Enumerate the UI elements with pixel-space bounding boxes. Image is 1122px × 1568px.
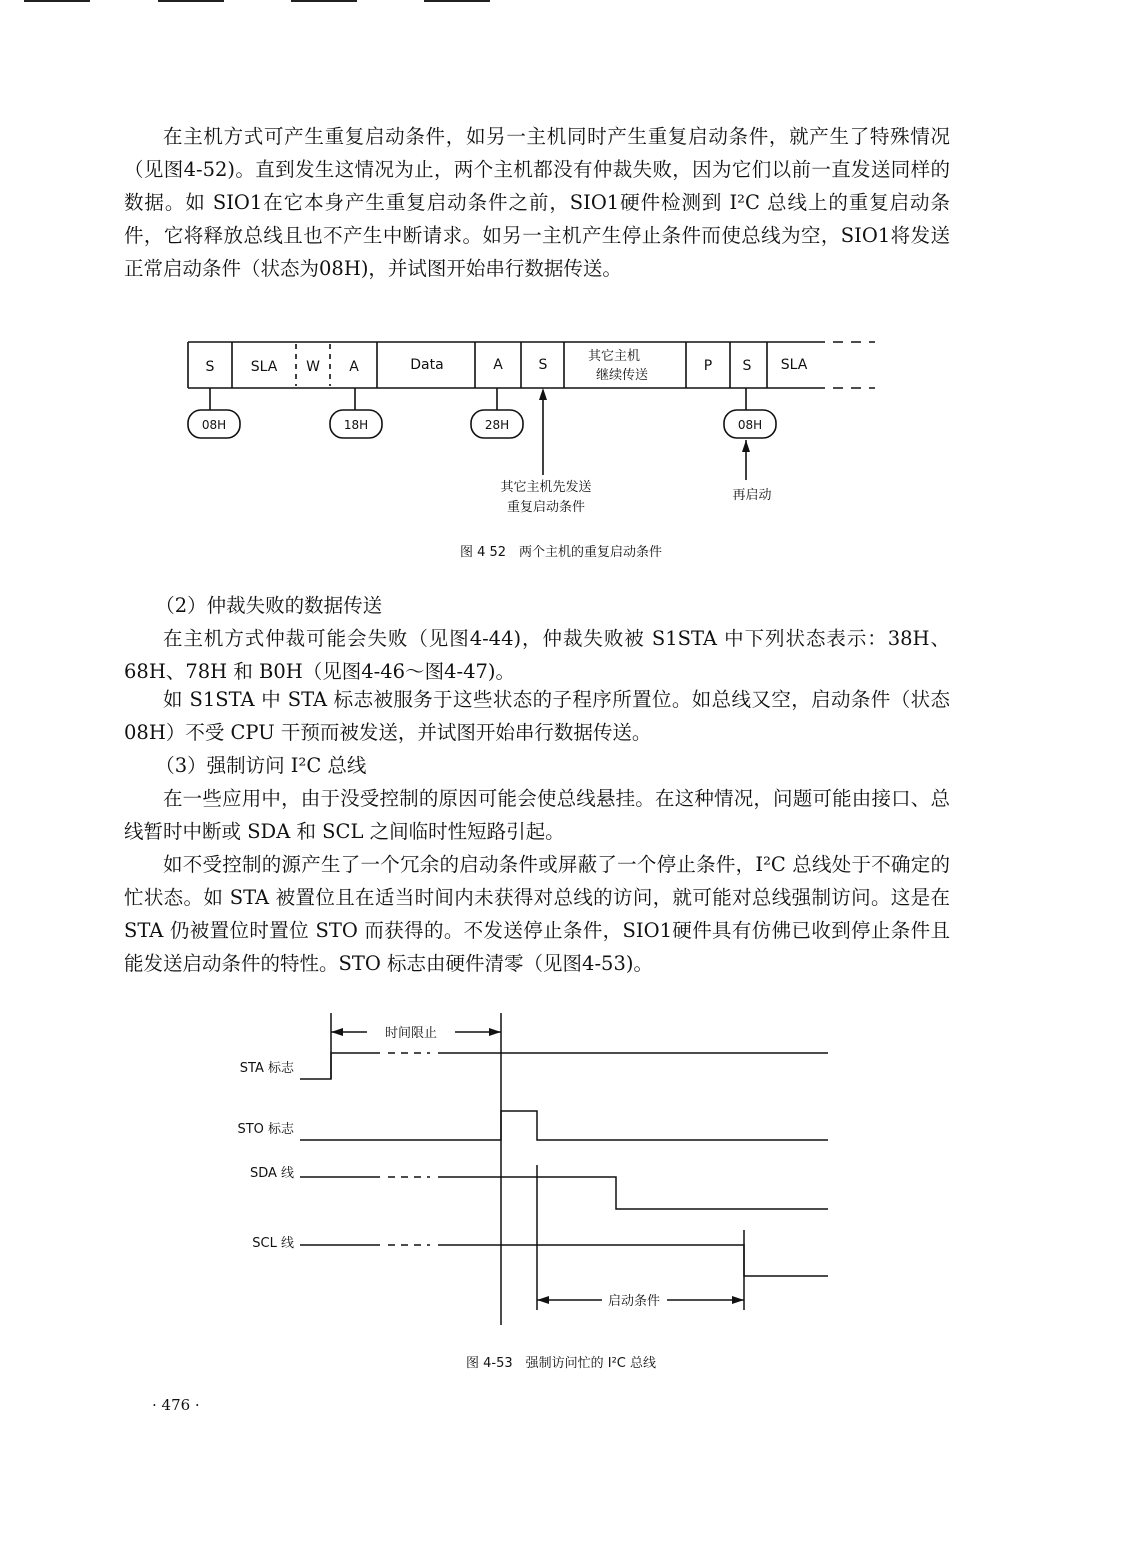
figure-repeated-start-diagram xyxy=(0,330,1122,540)
cell-s-3: S xyxy=(742,358,752,374)
state-18h: 18H xyxy=(343,418,369,432)
state-28h: 28H xyxy=(484,418,510,432)
label-sto-flag: STO 标志 xyxy=(237,1122,294,1137)
cell-w: W xyxy=(306,359,320,375)
cell-sla: SLA xyxy=(250,359,278,375)
figure-caption-4-53: 图 4-53 强制访问忙的 I²C 总线 xyxy=(465,1356,657,1371)
cell-p: P xyxy=(703,358,713,374)
cell-a: A xyxy=(349,359,359,375)
state-08h: 08H xyxy=(201,418,227,432)
label-start-condition: 启动条件 xyxy=(607,1294,661,1309)
note-other-master-2: 重复启动条件 xyxy=(506,500,586,515)
cell-other-master-1: 其它主机 xyxy=(587,349,641,364)
state-08h-2: 08H xyxy=(737,418,763,432)
cell-sla-2: SLA xyxy=(780,357,808,373)
paragraph-forced-access: 如不受控制的源产生了一个冗余的启动条件或屏蔽了一个停止条件，I²C 总线处于不确定的忙状态。如 STA 被置位且在适当时间内未获得对总线的访问，就可能对总线强制访问。这是在 STA 仍被置位时置位 STO 而获得的。不发送停止条件，SIO1硬件具有仿佛已收到停止条件且能发送启动条件的特性。STO 标志由硬件清零（见图4-53)。 xyxy=(124,853,950,975)
page-number: · 476 · xyxy=(152,1396,200,1414)
top-rule-4 xyxy=(424,0,490,2)
note-restart: 再启动 xyxy=(732,488,772,503)
cell-a-2: A xyxy=(493,357,503,373)
cell-s: S xyxy=(205,359,215,375)
label-time-limit: 时间限止 xyxy=(384,1026,438,1041)
label-sda-line: SDA 线 xyxy=(249,1166,294,1181)
paragraph-sta-flag: 如 S1STA 中 STA 标志被服务于这些状态的子程序所置位。如总线又空，启动条件（状态08H）不受 CPU 干预而被发送，并试图开始串行数据传送。 xyxy=(124,688,950,744)
top-rule-3 xyxy=(291,0,357,2)
heading-arbitration-lost: （2）仲裁失败的数据传送 xyxy=(155,594,383,617)
top-rule-2 xyxy=(158,0,224,2)
heading-forced-access: （3）强制访问 I²C 总线 xyxy=(155,754,367,777)
figure-caption-4-52: 图 4 52 两个主机的重复启动条件 xyxy=(459,545,663,560)
note-other-master-1: 其它主机先发送 xyxy=(500,480,592,495)
cell-s-2: S xyxy=(538,357,548,373)
top-rule-1 xyxy=(24,0,90,2)
paragraph-arbitration-lost: 在主机方式仲裁可能会失败（见图4-44)，仲裁失败被 S1STA 中下列状态表示：38H、68H、78H 和 B0H（见图4-46～图4-47)。 xyxy=(124,627,950,683)
cell-data: Data xyxy=(410,357,444,373)
cell-other-master-2: 继续传送 xyxy=(595,368,649,383)
label-sta-flag: STA 标志 xyxy=(239,1061,294,1076)
paragraph-bus-hang: 在一些应用中，由于没受控制的原因可能会使总线悬挂。在这种情况，问题可能由接口、总线暂时中断或 SDA 和 SCL 之间临时性短路引起。 xyxy=(124,787,950,843)
figure-forced-access-timing xyxy=(0,1005,1122,1350)
label-scl-line: SCL 线 xyxy=(252,1236,294,1251)
paragraph-repeated-start: 在主机方式可产生重复启动条件，如另一主机同时产生重复启动条件，就产生了特殊情况（见图4-52)。直到发生这情况为止，两个主机都没有仲裁失败，因为它们以前一直发送同样的数据。如 SIO1在它本身产生重复启动条件之前，SIO1硬件检测到 I²C 总线上的重复启动条件，它将释放总线且也不产生中断请求。如另一主机产生停止条件而使总线为空，SIO1将发送正常启动条件（状态为08H)，并试图开始串行数据传送。 xyxy=(124,125,950,280)
